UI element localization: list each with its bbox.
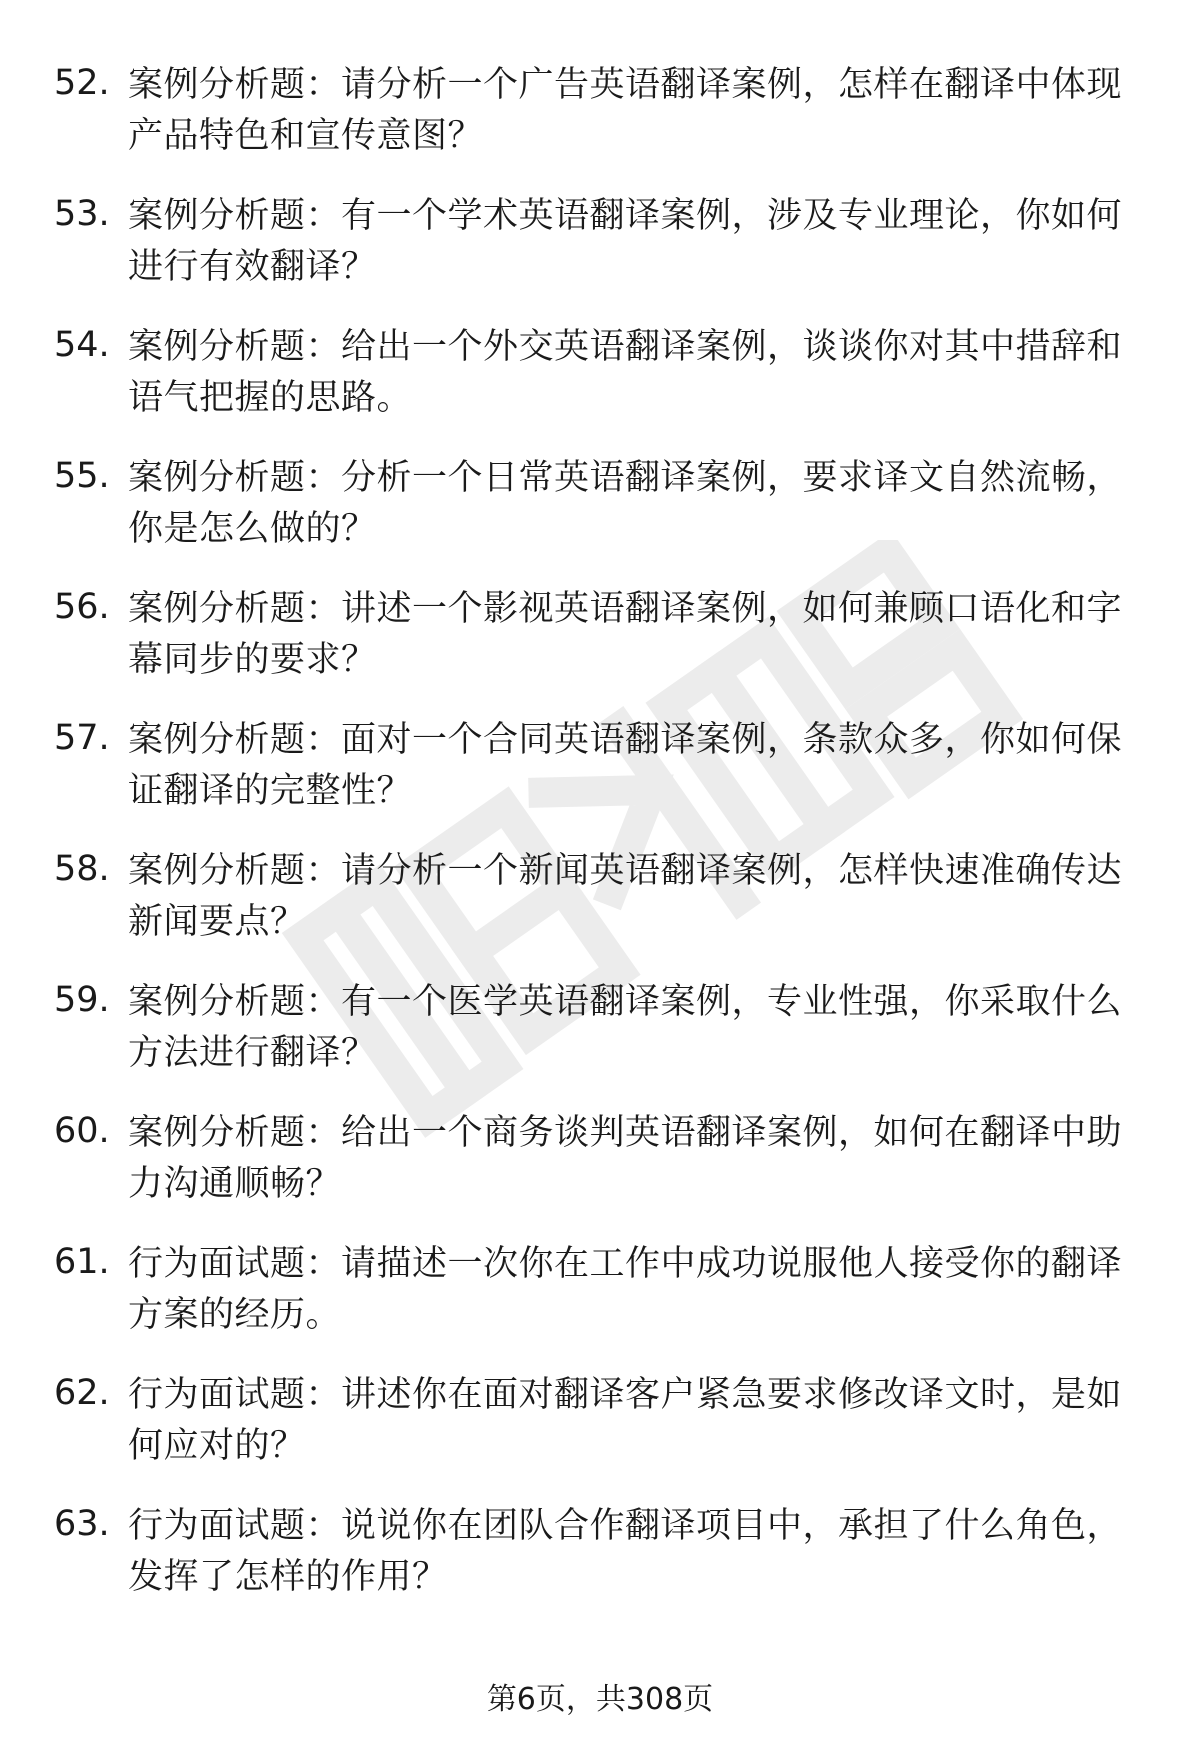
page-number-label: 第6页，共308页 <box>486 1682 714 1717</box>
question-number: 59. <box>54 980 110 1020</box>
question-item <box>0 715 1200 835</box>
question-text: 案例分析题：讲述一个影视英语翻译案例，如何兼顾口语化和字幕同步的要求？ <box>128 589 1123 680</box>
question-item <box>0 322 1200 442</box>
question-text: 行为面试题：请描述一次你在工作中成功说服他人接受你的翻译方案的经历。 <box>128 1244 1123 1335</box>
question-number: 54. <box>54 325 110 365</box>
question-number: 53. <box>54 194 110 234</box>
question-item <box>0 453 1200 573</box>
question-text: 行为面试题：讲述你在面对翻译客户紧急要求修改译文时，是如何应对的？ <box>128 1375 1123 1466</box>
question-item <box>0 846 1200 966</box>
question-text: 案例分析题：有一个医学英语翻译案例，专业性强，你采取什么方法进行翻译？ <box>128 982 1123 1073</box>
question-number: 63. <box>54 1504 110 1544</box>
question-text: 案例分析题：给出一个外交英语翻译案例，谈谈你对其中措辞和语气把握的思路。 <box>128 327 1123 418</box>
question-number: 52. <box>54 63 110 103</box>
question-text: 案例分析题：请分析一个广告英语翻译案例，怎样在翻译中体现产品特色和宣传意图？ <box>128 65 1123 156</box>
question-number: 60. <box>54 1111 110 1151</box>
question-item <box>0 584 1200 704</box>
question-item <box>0 1370 1200 1490</box>
question-number: 61. <box>54 1242 110 1282</box>
question-list <box>0 60 1200 1632</box>
question-number: 55. <box>54 456 110 496</box>
question-text: 案例分析题：请分析一个新闻英语翻译案例，怎样快速准确传达新闻要点？ <box>128 851 1123 942</box>
question-item <box>0 1501 1200 1621</box>
question-item <box>0 1108 1200 1228</box>
question-number: 58. <box>54 849 110 889</box>
question-text: 案例分析题：分析一个日常英语翻译案例，要求译文自然流畅，你是怎么做的？ <box>128 458 1123 549</box>
question-number: 57. <box>54 718 110 758</box>
question-text: 行为面试题：说说你在团队合作翻译项目中，承担了什么角色，发挥了怎样的作用？ <box>128 1506 1123 1597</box>
question-text: 案例分析题：面对一个合同英语翻译案例，条款众多，你如何保证翻译的完整性？ <box>128 720 1123 811</box>
question-text: 案例分析题：有一个学术英语翻译案例，涉及专业理论，你如何进行有效翻译？ <box>128 196 1123 287</box>
question-item <box>0 1239 1200 1359</box>
question-item <box>0 191 1200 311</box>
question-item <box>0 60 1200 180</box>
page-footer <box>0 1680 1200 1720</box>
question-number: 56. <box>54 587 110 627</box>
question-item <box>0 977 1200 1097</box>
question-number: 62. <box>54 1373 110 1413</box>
question-text: 案例分析题：给出一个商务谈判英语翻译案例，如何在翻译中助力沟通顺畅？ <box>128 1113 1123 1204</box>
